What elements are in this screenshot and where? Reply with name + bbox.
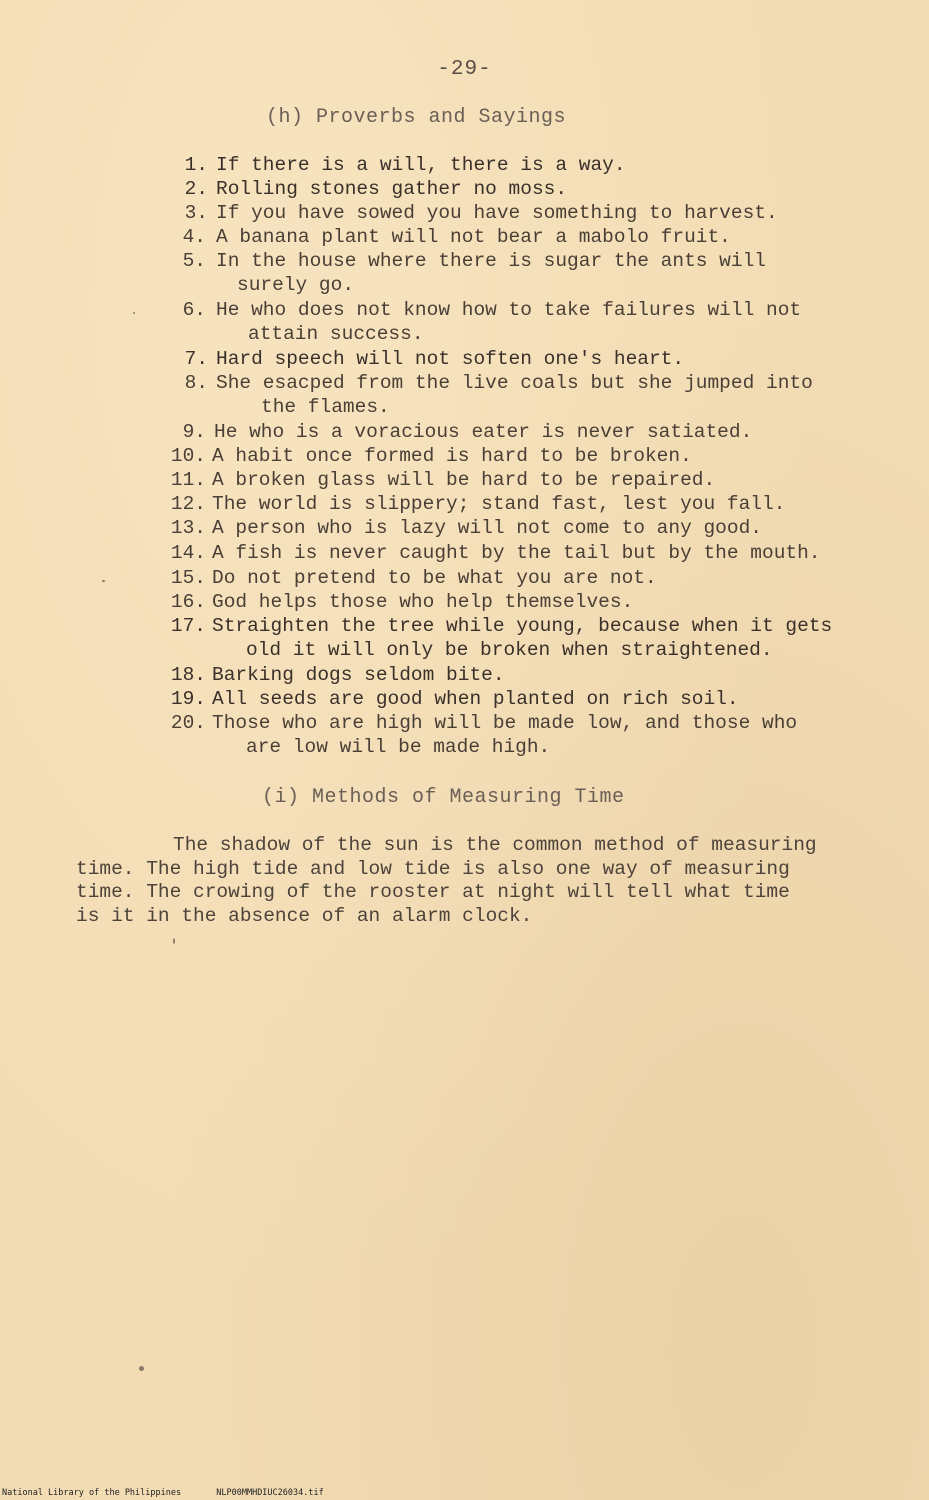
proverb-number: 18. xyxy=(170,664,206,686)
proverb-line: are low will be made high. xyxy=(246,736,551,759)
proverb-line: If there is a will, there is a way. xyxy=(216,154,626,176)
proverb-number: 9. xyxy=(182,421,206,443)
paragraph-line: time. The high tide and low tide is also one way of measuring xyxy=(76,857,790,880)
proverb-line: A habit once formed is hard to be broken. xyxy=(212,445,692,467)
footer-filename: NLP00MMHDIUC26034.tif xyxy=(216,1488,324,1498)
proverb-line: All seeds are good when planted on rich soil. xyxy=(212,688,739,710)
proverb-text xyxy=(216,153,626,177)
proverb-number: 11. xyxy=(170,469,206,491)
proverb-number: 17. xyxy=(170,615,206,637)
proverb-text xyxy=(212,541,821,565)
proverb-line: A broken glass will be hard to be repaired. xyxy=(212,469,716,491)
proverb-text xyxy=(212,590,633,614)
proverb-line: Hard speech will not soften one's heart. xyxy=(216,348,685,370)
proverb-line: surely go. xyxy=(237,274,355,297)
proverb-text xyxy=(212,687,739,711)
proverb-line: The world is slippery; stand fast, lest you fall. xyxy=(212,493,786,515)
proverb-line: the flames. xyxy=(261,396,390,419)
footer-library: National Library of the Philippines xyxy=(2,1488,182,1498)
ink-speck xyxy=(133,312,135,314)
proverb-text xyxy=(216,347,684,371)
proverb-number: 12. xyxy=(170,493,206,515)
proverb-number: 7. xyxy=(184,348,208,370)
ink-speck xyxy=(139,1366,144,1371)
proverb-number: 1. xyxy=(184,154,208,176)
proverb-number: 6. xyxy=(182,299,206,321)
proverb-number: 2. xyxy=(184,178,208,200)
proverb-text xyxy=(212,711,797,760)
proverb-number: 3. xyxy=(184,202,208,224)
proverb-line: Do not pretend to be what you are not. xyxy=(212,567,657,589)
section-heading-proverbs: (h) Proverbs and Sayings xyxy=(266,106,567,129)
proverb-number: 14. xyxy=(170,542,206,564)
scan-footer xyxy=(2,1488,354,1498)
proverb-number: 4. xyxy=(182,226,206,248)
proverb-number: 19. xyxy=(170,688,206,710)
proverb-line: A person who is lazy will not come to any good. xyxy=(212,517,762,539)
proverb-text xyxy=(216,371,813,420)
proverb-line: If you have sowed you have something to harvest. xyxy=(216,202,778,224)
proverb-text xyxy=(212,492,785,516)
proverb-text xyxy=(212,468,715,492)
proverb-number: 16. xyxy=(170,591,206,613)
proverb-line: He who does not know how to take failures will not xyxy=(216,299,802,321)
proverb-line: Those who are high will be made low, and those who xyxy=(212,712,798,734)
proverb-number: 10. xyxy=(170,445,206,467)
proverb-text xyxy=(212,566,657,590)
proverb-line: He who is a voracious eater is never satiated. xyxy=(214,421,753,443)
proverb-line: God helps those who help themselves. xyxy=(212,591,634,613)
proverb-number: 15. xyxy=(170,567,206,589)
proverb-number: 5. xyxy=(182,250,206,272)
proverb-text xyxy=(216,225,731,249)
proverb-line: A banana plant will not bear a mabolo fruit. xyxy=(216,226,731,248)
proverb-text xyxy=(216,249,766,298)
proverb-text xyxy=(212,614,832,663)
paragraph-line: is it in the absence of an alarm clock. xyxy=(76,904,533,927)
proverb-line: Straighten the tree while young, because when it gets xyxy=(212,615,833,637)
measuring-time-paragraph xyxy=(76,834,876,928)
proverb-number: 20. xyxy=(170,712,206,734)
section-heading-measuring-time: (i) Methods of Measuring Time xyxy=(262,786,625,809)
proverb-text xyxy=(216,177,567,201)
proverb-number: 8. xyxy=(184,372,208,394)
paragraph-line: The shadow of the sun is the common method of measuring xyxy=(173,834,817,856)
proverb-text xyxy=(214,420,752,444)
proverb-number: 13. xyxy=(170,517,206,539)
page-number: -29- xyxy=(437,58,492,81)
proverb-line: Rolling stones gather no moss. xyxy=(216,178,568,200)
proverb-line: She esacped from the live coals but she jumped into xyxy=(216,372,813,394)
proverb-line: old it will only be broken when straightened. xyxy=(246,639,773,662)
proverb-line: Barking dogs seldom bite. xyxy=(212,664,505,686)
ink-speck xyxy=(102,580,105,582)
proverb-text xyxy=(216,201,778,225)
proverb-text xyxy=(212,516,762,540)
ink-speck xyxy=(173,938,175,944)
proverb-text xyxy=(212,663,505,687)
proverb-line: A fish is never caught by the tail but by the mouth. xyxy=(212,542,821,564)
proverb-line: attain success. xyxy=(248,323,424,346)
proverb-text xyxy=(216,298,801,347)
paragraph-line: time. The crowing of the rooster at night will tell what time xyxy=(76,881,790,903)
proverb-text xyxy=(212,444,692,468)
proverb-line: In the house where there is sugar the ants will xyxy=(216,250,766,272)
